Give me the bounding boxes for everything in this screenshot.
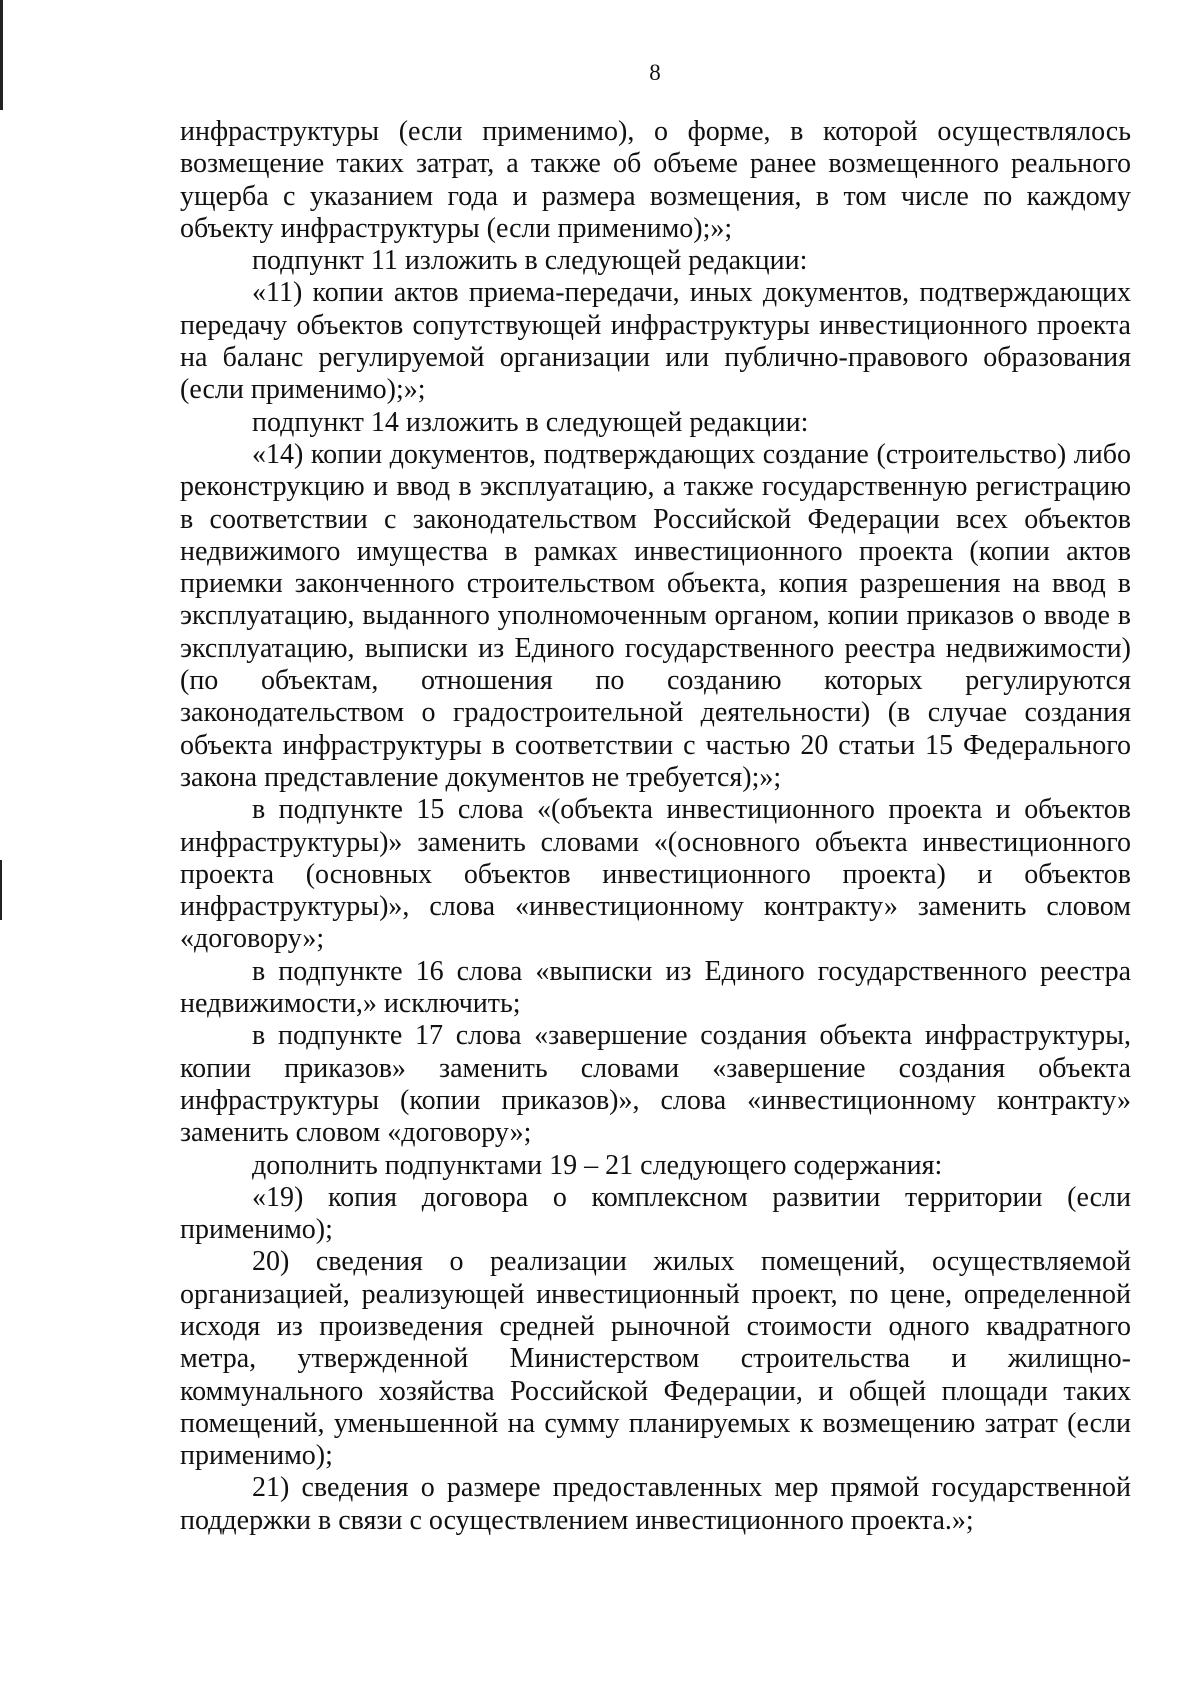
- paragraph: инфраструктуры (если применимо), о форме, в которой осуществлялось возмещение таких затрат, а также об объеме ранее возмещенного реального ущерба с указанием года и размера возмещения, в том числе по каждому объекту инфраструктуры (если применимо);»;: [180, 116, 1131, 244]
- scan-edge-mark: [0, 0, 3, 110]
- paragraph: в подпункте 17 слова «завершение создания объекта инфраструктуры, копии приказов» заменить словами «завершение создания объекта инфраструктуры (копии приказов)», слова «инвестиционному контракту» заменить словом «договору»;: [180, 1020, 1131, 1149]
- paragraph: «19) копия договора о комплексном развитии территории (если применимо);: [180, 1181, 1131, 1246]
- paragraph: 20) сведения о реализации жилых помещений, осуществляемой организацией, реализующей инвестиционный проект, по цене, определенной исходя из произведения средней рыночной стоимости одного квадратного метра, утвержденной Министерством строительства и жилищно-коммунального хозяйства Российской Федерации, и общей площади таких помещений, уменьшенной на сумму планируемых к возмещению затрат (если применимо);: [180, 1246, 1131, 1472]
- paragraph: «14) копии документов, подтверждающих создание (строительство) либо реконструкцию и ввод в эксплуатацию, а также государственную регистрацию в соответствии с законодательством Российской Федерации всех объектов недвижимого имущества в рамках инвестиционного проекта (копии актов приемки законченного строительством объекта, копия разрешения на ввод в эксплуатацию, выданного уполномоченным органом, копии приказов о вводе в эксплуатацию, выписки из Единого государственного реестра недвижимости) (по объектам, отношения по созданию которых регулируются законодательством о градостроительной деятельности) (в случае создания объекта инфраструктуры в соответствии с частью 20 статьи 15 Федерального закона представление документов не требуется);»;: [180, 438, 1131, 793]
- paragraph: дополнить подпунктами 19 – 21 следующего содержания:: [252, 1149, 943, 1181]
- page-number: 8: [649, 60, 661, 85]
- paragraph: в подпункте 16 слова «выписки из Единого государственного реестра недвижимости,» исключить;: [180, 955, 1131, 1020]
- paragraph: 21) сведения о размере предоставленных мер прямой государственной поддержки в связи с осуществлением инвестиционного проекта.»;: [180, 1472, 1131, 1536]
- paragraph: подпункт 11 изложить в следующей редакции:: [252, 245, 808, 277]
- paragraph: «11) копии актов приема-передачи, иных документов, подтверждающих передачу объектов сопутствующей инфраструктуры инвестиционного проекта на баланс регулируемой организации или публично-правового образования (если применимо);»;: [180, 277, 1131, 406]
- scan-edge-mark: [0, 860, 2, 920]
- paragraph: в подпункте 15 слова «(объекта инвестиционного проекта и объектов инфраструктуры)» заменить словами «(основного объекта инвестиционного проекта (основных объектов инвестиционного проекта) и объектов инфраструктуры)», слова «инвестиционному контракту» заменить словом «договору»;: [180, 794, 1131, 955]
- document-body: [180, 116, 1131, 1537]
- paragraph: подпункт 14 изложить в следующей редакции:: [252, 406, 809, 438]
